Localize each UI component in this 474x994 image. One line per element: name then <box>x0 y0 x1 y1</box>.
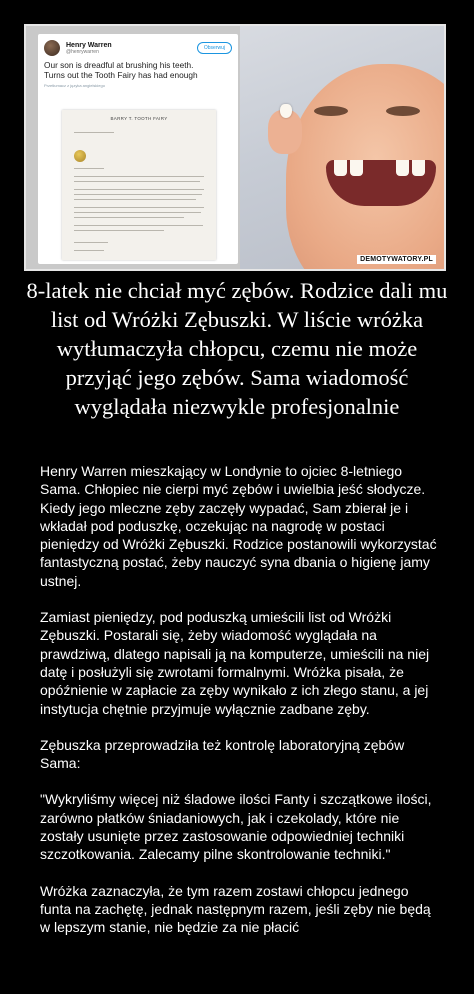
tweet-card <box>38 34 238 264</box>
letter-line <box>74 207 204 208</box>
letter-line <box>74 132 114 133</box>
demotivator-image <box>24 24 446 271</box>
tooth <box>396 160 409 176</box>
tooth-fairy-letter <box>62 110 216 260</box>
tooth <box>350 160 363 176</box>
letter-line <box>74 212 201 213</box>
follow-button: Obserwuj <box>197 42 232 54</box>
letter-line <box>74 168 104 169</box>
letter-line <box>74 250 104 251</box>
letter-line <box>74 225 203 226</box>
letter-line <box>74 176 204 177</box>
letter-line <box>74 194 202 195</box>
letter-line <box>74 242 108 243</box>
watermark: DEMOTYWATORY.PL <box>357 255 436 264</box>
letter-line <box>74 199 196 200</box>
boy-photo <box>240 26 444 269</box>
paragraph: Wróżka zaznaczyła, że tym razem zostawi chłopcu jednego funta na zachętę, jednak następnym razem, jeśli zęby nie będą w lepszym stanie, nie będzie za nie płacić <box>40 882 431 936</box>
boy-face <box>286 64 446 271</box>
letter-line <box>74 189 204 190</box>
seal-icon <box>74 150 86 162</box>
tooth <box>334 160 347 176</box>
letter-line <box>74 217 184 218</box>
mouth <box>326 160 436 206</box>
tweet-text: Our son is dreadful at brushing his teeth. Turns out the Tooth Fairy has had enough <box>44 60 198 80</box>
letter-line <box>74 230 164 231</box>
tweet-author-handle: @henrywarren <box>66 48 99 55</box>
lost-tooth <box>280 104 292 118</box>
paragraph: Zamiast pieniędzy, pod poduszką umieścili list od Wróżki Zębuszki. Postarali się, żeby wiadomość wyglądała na prawdziwą, dlatego napisali ją na komputerze, umieścili na niej datę i posłużyli się zwrotami formalnymi. Wróżka pisała, że opóźnienie w zapłacie za zęby wynikało z ich złego stanu, a jej instytucja chętnie przyjmuje wyłącznie zadbane zęby. <box>40 609 430 717</box>
eye <box>314 106 348 116</box>
article-body <box>40 462 440 937</box>
tooth <box>412 160 425 176</box>
paragraph: "Wykryliśmy więcej niż śladowe ilości Fanty i szczątkowe ilości, zarówno płatków śniadaniowych, jak i czekolady, które nie zostały usunięte przez zastosowanie odpowiedniej techniki szczotkowania. Zalecamy pilne skontrolowanie techniki." <box>40 791 432 863</box>
avatar <box>44 40 60 56</box>
tweet-author-name: Henry Warren <box>66 41 112 49</box>
paragraph: Henry Warren mieszkający w Londynie to ojciec 8-letniego Sama. Chłopiec nie cierpi myć zębów i uwielbia jeść słodycze. Kiedy jego mleczne zęby zaczęły wypadać, Sam zbierał je i wkładał pod poduszkę, oczekując na nagrodę w postaci pieniędzy od Wróżki Zębuszki. Rodzice postanowili wykorzystać fantastyczną postać, żeby nauczyć syna dbania o higienę jamy ustnej. <box>40 463 437 589</box>
paragraph: Zębuszka przeprowadziła też kontrolę laboratoryjną zębów Sama: <box>40 736 405 772</box>
letter-line <box>74 181 200 182</box>
tweet-author <box>66 42 112 55</box>
letter-header: BARRY T. TOOTH FAIRY <box>110 116 168 121</box>
tweet-header <box>38 34 238 56</box>
eye <box>386 106 420 116</box>
page-title: 8-latek nie chciał myć zębów. Rodzice dali mu list od Wróżki Zębuszki. W liście wróżka wytłumaczyła chłopcu, czemu nie może przyjąć jego zębów. Sama wiadomość wyglądała niezwykle profesjonalnie <box>26 278 448 419</box>
translate-link: Przetłumacz z języka angielskiego <box>44 82 105 88</box>
